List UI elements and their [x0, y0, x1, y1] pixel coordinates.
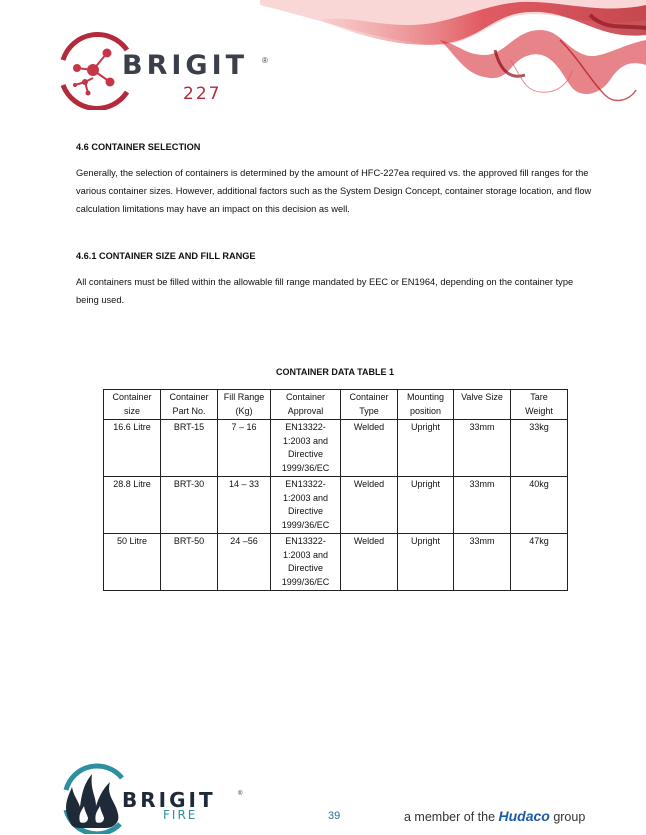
column-header — [341, 390, 398, 420]
cell-valve: 33mm — [454, 477, 511, 534]
table-caption: CONTAINER DATA TABLE 1 — [276, 367, 394, 377]
member-statement — [404, 808, 585, 824]
cell-line: Directive — [287, 449, 323, 459]
member-prefix: a member of the — [404, 810, 499, 824]
cell-valve: 33mm — [454, 420, 511, 477]
column-header-line: (Kg) — [235, 405, 253, 416]
cell-tare: 33kg — [511, 420, 568, 477]
column-header-line: Approval — [287, 405, 324, 416]
cell-mounting: Upright — [398, 534, 454, 591]
column-header-line: Container — [285, 392, 326, 402]
table-row — [104, 477, 568, 534]
registered-mark: ® — [262, 56, 268, 65]
cell-part: BRT-30 — [161, 477, 218, 534]
member-suffix: group — [549, 810, 586, 824]
footer-wordmark: BRIGIT — [122, 788, 216, 812]
cell-approval — [271, 477, 341, 534]
cell-approval — [271, 534, 341, 591]
column-header-line: size — [123, 405, 140, 416]
column-header — [398, 390, 454, 420]
cell-size: 28.8 Litre — [104, 477, 161, 534]
column-header-line: Tare — [530, 392, 548, 402]
cell-line: 1999/36/EC — [281, 462, 330, 473]
column-header-line: Part No. — [172, 405, 206, 416]
column-header — [161, 390, 218, 420]
cell-part: BRT-50 — [161, 534, 218, 591]
column-header-line: Type — [359, 405, 379, 416]
column-header-line: position — [409, 405, 442, 416]
column-header — [454, 390, 511, 420]
column-header-line: Container — [169, 392, 209, 402]
logo-wordmark: BRIGIT — [122, 50, 249, 81]
footer-registered-mark: ® — [238, 791, 243, 797]
cell-approval — [271, 420, 341, 477]
cell-fill: 14 – 33 — [218, 477, 271, 534]
cell-size: 16.6 Litre — [104, 420, 161, 477]
hudaco-brand: Hudaco — [498, 808, 550, 824]
column-header-line: Container — [349, 392, 389, 402]
column-header — [104, 390, 161, 420]
section-body: Generally, the selection of containers is determined by the amount of HFC-227ea required vs. the approved fill ranges for the various container sizes. However, additional factors such as the System Design Concept, container storage location, and flow calculation limitations may have an impact on this decision as well. — [76, 168, 592, 214]
red-smoke-graphic — [260, 0, 646, 130]
cell-fill: 24 –56 — [218, 534, 271, 591]
cell-line: 1:2003 and — [282, 435, 329, 446]
table-row — [104, 420, 568, 477]
cell-type: Welded — [341, 534, 398, 591]
column-header — [511, 390, 568, 420]
cell-size: 50 Litre — [104, 534, 161, 591]
container-data-table — [103, 389, 568, 591]
cell-line: 1:2003 and — [282, 492, 329, 503]
cell-line: Directive — [287, 506, 323, 516]
column-header-line: Fill Range — [223, 392, 265, 402]
column-header-line: Mounting — [406, 392, 445, 402]
cell-line: Directive — [287, 563, 323, 573]
section-heading: 4.6 CONTAINER SELECTION — [76, 142, 201, 152]
column-header — [218, 390, 271, 420]
cell-tare: 47kg — [511, 534, 568, 591]
cell-line: 1:2003 and — [282, 549, 329, 560]
cell-line: EN13322- — [285, 479, 326, 489]
table-row — [104, 534, 568, 591]
column-header-line: Weight — [525, 405, 553, 416]
cell-line: EN13322- — [285, 422, 326, 432]
cell-part: BRT-15 — [161, 420, 218, 477]
footer-logo-subtitle: FIRE — [163, 808, 198, 822]
cell-valve: 33mm — [454, 534, 511, 591]
cell-type: Welded — [341, 420, 398, 477]
column-header — [271, 390, 341, 420]
page-number: 39 — [328, 810, 341, 822]
cell-tare: 40kg — [511, 477, 568, 534]
table-header-row — [104, 390, 568, 420]
cell-type: Welded — [341, 477, 398, 534]
cell-line: 1999/36/EC — [281, 576, 330, 587]
cell-mounting: Upright — [398, 477, 454, 534]
column-header-line: Container — [112, 392, 152, 402]
cell-line: EN13322- — [285, 536, 326, 546]
cell-line: 1999/36/EC — [281, 519, 330, 530]
column-header-line: Valve Size — [461, 392, 503, 402]
subsection-body: All containers must be filled within the allowable fill range mandated by EEC or EN1964, depending on the container type being used. — [76, 277, 574, 305]
cell-fill: 7 – 16 — [218, 420, 271, 477]
subsection-heading: 4.6.1 CONTAINER SIZE AND FILL RANGE — [76, 251, 256, 261]
logo-subtitle: 227 — [183, 84, 222, 104]
cell-mounting: Upright — [398, 420, 454, 477]
